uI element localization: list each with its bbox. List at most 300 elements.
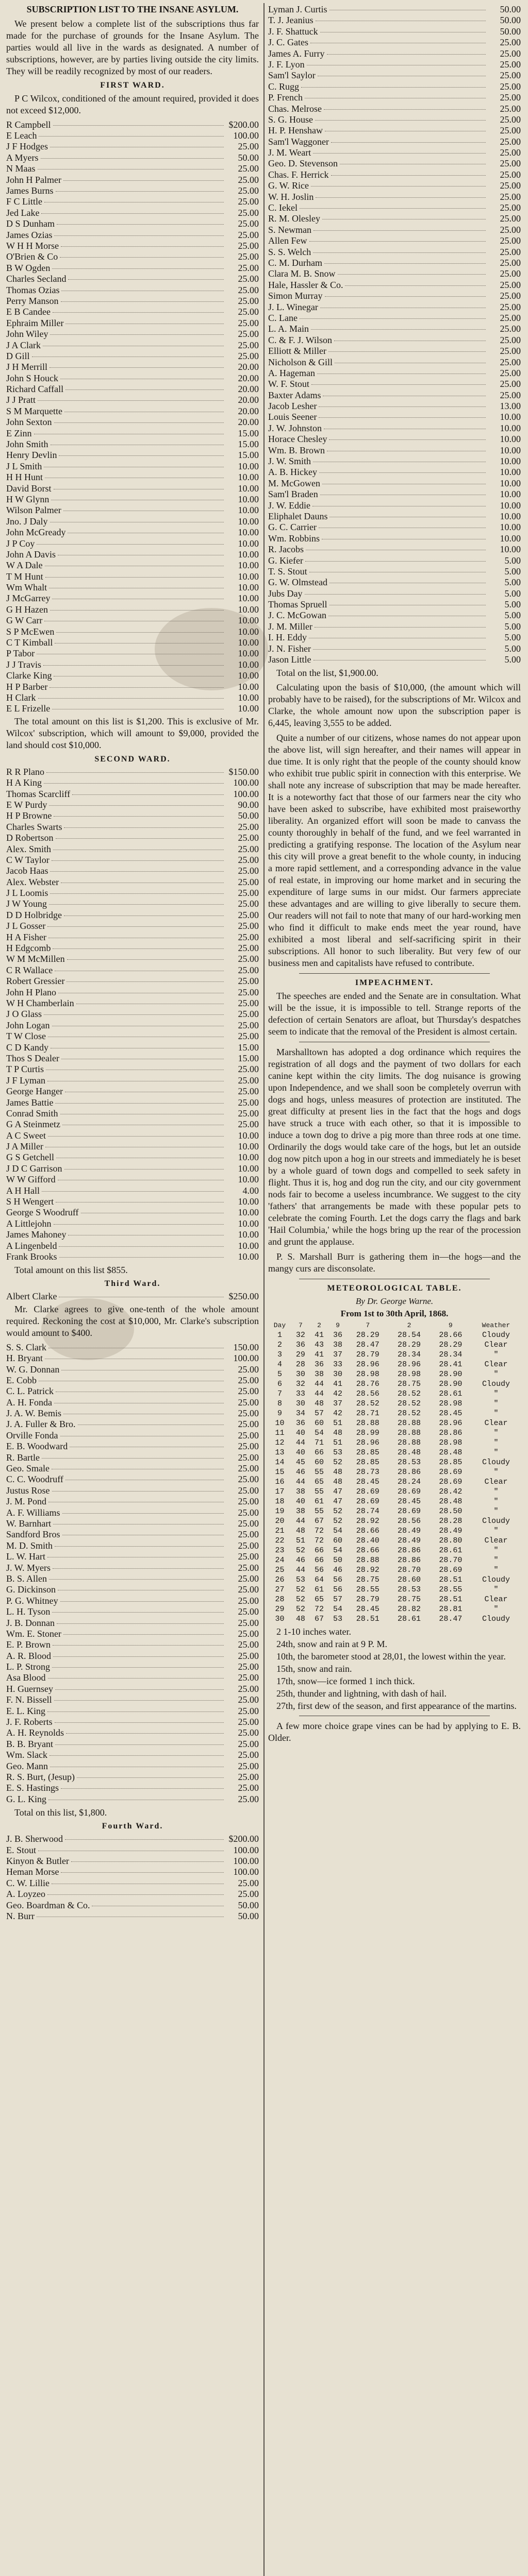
list-item bbox=[6, 1251, 259, 1262]
list-item bbox=[6, 130, 259, 141]
table-row bbox=[268, 1350, 521, 1360]
subscription-amount: 25.00 bbox=[238, 1507, 259, 1518]
table-cell: 3 bbox=[277, 1350, 282, 1360]
table-cell: 60 bbox=[314, 1458, 324, 1467]
list-item bbox=[268, 158, 521, 169]
table-cell: 28.74 bbox=[356, 1507, 380, 1516]
subscription-amount: 25.00 bbox=[500, 48, 521, 59]
subscriber-name: J. W. Myers bbox=[6, 1562, 51, 1573]
table-cell: 71 bbox=[314, 1438, 324, 1448]
list-item bbox=[268, 357, 521, 368]
subscriber-name: Orville Fonda bbox=[6, 1430, 58, 1440]
first-ward-total: The total amount on this list is $1,200. This is exclusive of Mr. Wilcox' subscription, which will amount to $9,000, provided the land should cost $10,000. bbox=[6, 716, 259, 750]
list-item bbox=[6, 1651, 259, 1662]
subscription-amount: 25.00 bbox=[238, 1474, 259, 1485]
subscription-amount: 50.00 bbox=[500, 15, 521, 26]
table-cell: 14 bbox=[275, 1458, 285, 1467]
wilcox-note: P C Wilcox, conditioned of the amount required, provided it does not exceed $12,000. bbox=[6, 93, 259, 115]
subscription-amount: 10.00 bbox=[238, 692, 259, 703]
table-cell: " bbox=[493, 1566, 499, 1575]
table-cell: 28.52 bbox=[356, 1399, 380, 1409]
subscription-amount: 25.00 bbox=[238, 284, 259, 295]
leader-dots bbox=[311, 384, 486, 385]
subscriber-name: O'Brien & Co bbox=[6, 251, 58, 262]
table-cell: 72 bbox=[314, 1527, 324, 1536]
subscription-amount: 10.00 bbox=[238, 1152, 259, 1163]
list-item bbox=[6, 163, 259, 174]
subscription-amount: 25.00 bbox=[500, 180, 521, 191]
list-item bbox=[6, 998, 259, 1009]
subscriber-name: R Campbell bbox=[6, 119, 51, 130]
subscriber-name: S P McEwen bbox=[6, 626, 55, 637]
subscriber-name: David Borst bbox=[6, 483, 52, 494]
table-cell: 28.96 bbox=[439, 1419, 463, 1428]
table-cell: 47 bbox=[333, 1497, 343, 1506]
subscription-amount: 25.00 bbox=[238, 274, 259, 284]
subscription-amount: 25.00 bbox=[500, 346, 521, 357]
table-cell: 28.81 bbox=[439, 1605, 463, 1614]
list-item bbox=[268, 555, 521, 566]
table-row bbox=[268, 1565, 521, 1575]
subscription-amount: 25.00 bbox=[238, 207, 259, 218]
table-cell: 72 bbox=[314, 1605, 324, 1614]
subscriber-name: Jacob Lesher bbox=[268, 401, 317, 412]
table-cell: 28.88 bbox=[398, 1419, 421, 1428]
subscription-amount: 25.00 bbox=[238, 1727, 259, 1738]
list-item bbox=[268, 324, 521, 334]
leader-dots bbox=[60, 257, 224, 258]
subscription-amount: 25.00 bbox=[500, 235, 521, 246]
list-item bbox=[6, 549, 259, 560]
table-cell: 28.69 bbox=[356, 1497, 380, 1506]
leader-dots bbox=[56, 632, 224, 633]
subscription-amount: 25.00 bbox=[238, 1771, 259, 1782]
subscription-amount: 25.00 bbox=[238, 1717, 259, 1727]
subscription-amount: 25.00 bbox=[238, 1485, 259, 1496]
list-item bbox=[6, 659, 259, 670]
table-cell: 28.50 bbox=[439, 1507, 463, 1516]
subscriber-name: C W Taylor bbox=[6, 854, 50, 865]
subscriber-name: E. Cobb bbox=[6, 1375, 37, 1385]
table-row bbox=[268, 1330, 521, 1340]
subscriber-name: J. C. Gates bbox=[268, 37, 308, 48]
subscriber-name: Elliott & Miller bbox=[268, 346, 326, 357]
list-item bbox=[6, 800, 259, 810]
subscription-amount: 10.00 bbox=[500, 533, 521, 544]
list-item bbox=[6, 767, 259, 777]
list-item bbox=[268, 125, 521, 136]
table-cell: 28.96 bbox=[356, 1360, 380, 1369]
subscription-amount: 10.00 bbox=[500, 445, 521, 455]
table-cell: 28.98 bbox=[439, 1438, 463, 1448]
list-item bbox=[268, 412, 521, 422]
subscription-amount: 10.00 bbox=[238, 1218, 259, 1229]
leader-dots bbox=[37, 544, 224, 545]
subscription-amount: 25.00 bbox=[238, 1672, 259, 1683]
list-item bbox=[6, 1097, 259, 1108]
subscriber-name: G H Hazen bbox=[6, 604, 48, 615]
subscriber-name: John H Plano bbox=[6, 987, 57, 997]
list-item bbox=[6, 296, 259, 307]
table-cell: 36 bbox=[295, 1419, 305, 1428]
table-row bbox=[268, 1575, 521, 1585]
table-cell: 26 bbox=[275, 1575, 285, 1585]
subscription-amount: 25.00 bbox=[500, 125, 521, 136]
list-item bbox=[268, 15, 521, 26]
leader-dots bbox=[324, 263, 486, 264]
subscriber-name: L. H. Tyson bbox=[6, 1606, 51, 1617]
subscriber-name: George Hanger bbox=[6, 1086, 63, 1097]
table-row bbox=[268, 1604, 521, 1614]
subscriber-name: C. L. Patrick bbox=[6, 1386, 54, 1397]
subscription-amount: 25.00 bbox=[238, 185, 259, 196]
list-item bbox=[268, 137, 521, 147]
leader-dots bbox=[49, 904, 224, 905]
table-cell: 28.52 bbox=[398, 1409, 421, 1418]
table-cell: 28.45 bbox=[356, 1478, 380, 1487]
impeachment-heading: IMPEACHMENT. bbox=[355, 978, 434, 988]
subscription-amount: 25.00 bbox=[500, 224, 521, 235]
met-note: 24th, snow and rain at 9 P. M. bbox=[276, 1639, 387, 1650]
subscription-amount: 25.00 bbox=[500, 324, 521, 334]
subscription-amount: 15.00 bbox=[238, 439, 259, 450]
table-cell: 33 bbox=[295, 1389, 305, 1399]
leader-dots bbox=[55, 1546, 224, 1547]
subscription-amount: 10.00 bbox=[238, 604, 259, 615]
table-cell: 28.98 bbox=[439, 1399, 463, 1409]
leader-dots bbox=[52, 860, 224, 861]
table-row bbox=[268, 1448, 521, 1458]
list-item bbox=[6, 538, 259, 549]
subscriber-name: Robert Gressier bbox=[6, 976, 65, 987]
table-cell: 44 bbox=[295, 1438, 305, 1448]
table-cell: 28.88 bbox=[356, 1419, 380, 1428]
subscriber-name: A C Sweet bbox=[6, 1130, 46, 1141]
subscription-amount: 5.00 bbox=[504, 599, 521, 610]
table-cell: 52 bbox=[295, 1595, 305, 1604]
subscriber-name: G. W. Olmstead bbox=[268, 577, 327, 588]
table-cell: 28.69 bbox=[439, 1566, 463, 1575]
subscriber-name: T P Curtis bbox=[6, 1064, 44, 1075]
subscription-amount: 10.00 bbox=[500, 544, 521, 555]
table-cell: 36 bbox=[333, 1331, 343, 1340]
subscription-amount: 15.00 bbox=[238, 428, 259, 438]
subscriber-name: Thomas Spruell bbox=[268, 599, 327, 610]
list-item bbox=[268, 368, 521, 379]
list-item bbox=[6, 516, 259, 527]
table-cell: 33 bbox=[333, 1360, 343, 1369]
subscription-amount: 25.00 bbox=[238, 1441, 259, 1452]
subscription-amount: 25.00 bbox=[238, 1540, 259, 1551]
table-cell: 65 bbox=[314, 1595, 324, 1604]
list-item bbox=[6, 1596, 259, 1606]
leader-dots bbox=[50, 334, 224, 335]
leader-dots bbox=[50, 893, 224, 894]
table-cell: 67 bbox=[314, 1517, 324, 1526]
list-item bbox=[6, 1783, 259, 1793]
subscription-amount: 25.00 bbox=[238, 1662, 259, 1672]
leader-dots bbox=[48, 1678, 224, 1679]
subscription-amount: 25.00 bbox=[238, 943, 259, 954]
subscriber-name: E. S. Hastings bbox=[6, 1783, 59, 1793]
subscriber-name: Charles Swarts bbox=[6, 821, 62, 832]
subscription-amount: 25.00 bbox=[238, 1386, 259, 1397]
table-cell: 30 bbox=[295, 1370, 305, 1379]
subscriber-name: P Tabor bbox=[6, 648, 35, 659]
subscriber-name: C. W. Lillie bbox=[6, 1877, 50, 1888]
table-cell: 44 bbox=[295, 1517, 305, 1526]
table-cell: 28.42 bbox=[439, 1487, 463, 1497]
list-item bbox=[6, 395, 259, 405]
subscription-amount: 25.00 bbox=[238, 1628, 259, 1639]
table-cell: 54 bbox=[314, 1429, 324, 1438]
table-cell: 18 bbox=[275, 1497, 285, 1506]
met-note: 2 1-10 inches water. bbox=[276, 1626, 351, 1637]
table-cell: 66 bbox=[314, 1556, 324, 1565]
list-item bbox=[6, 1584, 259, 1595]
subscriber-name: M. McGowen bbox=[268, 478, 320, 488]
table-cell: 46 bbox=[295, 1468, 305, 1477]
met-notes bbox=[268, 1626, 521, 1711]
list-item bbox=[6, 1772, 259, 1783]
list-item bbox=[268, 533, 521, 544]
table-cell: 21 bbox=[275, 1527, 285, 1536]
subscriber-name: J A Miller bbox=[6, 1141, 44, 1152]
leader-dots bbox=[61, 246, 224, 247]
list-item bbox=[268, 114, 521, 125]
leader-dots bbox=[54, 816, 224, 817]
list-item bbox=[6, 703, 259, 714]
subscriber-name: Lyman J. Curtis bbox=[268, 4, 327, 14]
list-item bbox=[6, 910, 259, 921]
subscriber-name: A. B. Hickey bbox=[268, 467, 317, 478]
subscriber-name: George S Woodruff bbox=[6, 1207, 79, 1218]
leader-dots bbox=[52, 1667, 224, 1668]
table-cell: 28.75 bbox=[398, 1380, 421, 1389]
table-cell: " bbox=[493, 1487, 499, 1497]
first-ward-heading: FIRST WARD. bbox=[100, 80, 165, 90]
list-item bbox=[6, 384, 259, 395]
subscriber-name: J McGarrey bbox=[6, 593, 51, 604]
subscription-amount: 25.00 bbox=[500, 257, 521, 268]
table-cell: Clear bbox=[484, 1419, 508, 1428]
subscription-amount: 10.00 bbox=[238, 527, 259, 538]
subscription-amount: 15.00 bbox=[238, 450, 259, 461]
calculation-paragraph: Calculating upon the basis of $10,000, (the amount which will probably have to be raised), for the subscriptions of Mr. Wilcox and Clarke, the whole amount now upon the subscription paper is 6,445, leaving 3,555 to be added. bbox=[268, 682, 521, 728]
table-cell: 28.34 bbox=[439, 1350, 463, 1360]
list-item bbox=[6, 1408, 259, 1419]
table-cell: 48 bbox=[314, 1399, 324, 1409]
list-item bbox=[268, 48, 521, 59]
subscription-amount: 25.00 bbox=[238, 350, 259, 361]
table-cell: 28.86 bbox=[398, 1546, 421, 1555]
leader-dots bbox=[48, 1136, 224, 1137]
subscription-amount: 15.00 bbox=[238, 1042, 259, 1053]
subscriber-name: J. M. Miller bbox=[268, 621, 313, 632]
table-cell: 20 bbox=[275, 1517, 285, 1526]
subscriber-name: J A Clark bbox=[6, 340, 41, 350]
subscriber-name: James Battie bbox=[6, 1097, 54, 1108]
table-cell: " bbox=[493, 1605, 499, 1614]
list-item bbox=[268, 280, 521, 291]
leader-dots bbox=[59, 1246, 224, 1247]
leader-dots bbox=[43, 665, 224, 666]
table-cell: 45 bbox=[295, 1458, 305, 1467]
leader-dots bbox=[56, 838, 224, 839]
subscription-amount: 25.00 bbox=[238, 307, 259, 317]
subscription-amount: 25.00 bbox=[500, 246, 521, 257]
list-item bbox=[6, 571, 259, 582]
leader-dots bbox=[50, 687, 224, 688]
subscriber-name: B. B. Bryant bbox=[6, 1738, 54, 1749]
list-item bbox=[268, 291, 521, 301]
leader-dots bbox=[50, 871, 224, 872]
subscription-amount: 25.00 bbox=[238, 1783, 259, 1793]
list-item bbox=[6, 263, 259, 274]
list-item bbox=[6, 450, 259, 461]
table-row bbox=[268, 1497, 521, 1506]
subscriber-name: Sam'l Saylor bbox=[268, 70, 316, 81]
table-cell: " bbox=[493, 1497, 499, 1506]
subscription-amount: 10.00 bbox=[238, 615, 259, 626]
subscription-amount: 25.00 bbox=[238, 1086, 259, 1097]
subscriber-name: Kinyon & Butler bbox=[6, 1855, 69, 1866]
subscriber-name: J. F. Lyon bbox=[268, 59, 305, 70]
leader-dots bbox=[53, 1656, 224, 1657]
table-cell: 53 bbox=[333, 1448, 343, 1458]
table-cell: 41 bbox=[333, 1380, 343, 1389]
list-item bbox=[6, 439, 259, 450]
column-header: Day bbox=[273, 1321, 286, 1330]
meteorological-table bbox=[268, 1320, 521, 1624]
table-row bbox=[268, 1487, 521, 1497]
list-item bbox=[6, 1086, 259, 1097]
table-row bbox=[268, 1399, 521, 1409]
table-cell: 28.96 bbox=[398, 1360, 421, 1369]
list-item bbox=[6, 637, 259, 648]
subscriber-name: Sam'l Braden bbox=[268, 489, 318, 500]
list-item bbox=[6, 1639, 259, 1650]
subscriber-name: Sandford Bros bbox=[6, 1529, 60, 1540]
table-cell: 28.51 bbox=[439, 1595, 463, 1604]
leader-dots bbox=[53, 1645, 224, 1646]
subscription-amount: 25.00 bbox=[238, 1694, 259, 1705]
table-cell: 28.40 bbox=[356, 1536, 380, 1546]
subscriber-name: Perry Manson bbox=[6, 295, 59, 306]
subscriber-name: H P Barber bbox=[6, 681, 48, 692]
leader-dots bbox=[313, 153, 486, 154]
subscription-amount: 25.00 bbox=[238, 854, 259, 865]
table-cell: Cloudy bbox=[482, 1458, 510, 1467]
list-item bbox=[6, 777, 259, 788]
fourth-ward-heading: Fourth Ward. bbox=[102, 1822, 163, 1831]
table-cell: 41 bbox=[314, 1331, 324, 1340]
subscription-amount: 10.00 bbox=[238, 1130, 259, 1141]
leader-dots bbox=[47, 926, 224, 927]
subscription-amount: 25.00 bbox=[500, 268, 521, 279]
list-item bbox=[6, 1694, 259, 1705]
table-cell: 46 bbox=[295, 1556, 305, 1565]
column-header: 2 bbox=[317, 1321, 321, 1330]
table-cell: 28.61 bbox=[439, 1389, 463, 1399]
table-cell: 42 bbox=[333, 1389, 343, 1399]
subscriber-name: W. H. Joslin bbox=[268, 191, 314, 202]
subscription-amount: 25.00 bbox=[238, 964, 259, 975]
subscriber-name: Charles Secland bbox=[6, 274, 67, 284]
subscriber-name: R. Bartle bbox=[6, 1452, 40, 1463]
table-cell: 56 bbox=[314, 1566, 324, 1575]
table-cell: 7 bbox=[277, 1389, 282, 1399]
subscriber-name: Jason Little bbox=[268, 654, 311, 665]
table-cell: 28.69 bbox=[398, 1487, 421, 1497]
subscriber-name: N. Burr bbox=[6, 1910, 35, 1921]
leader-dots bbox=[77, 1777, 224, 1778]
table-cell: 43 bbox=[314, 1341, 324, 1350]
subscriber-name: J F Lyman bbox=[6, 1075, 46, 1086]
subscriber-name: J J Travis bbox=[6, 659, 42, 670]
list-item bbox=[6, 251, 259, 262]
leader-dots bbox=[53, 948, 224, 949]
subscriber-name: J D C Garrison bbox=[6, 1163, 62, 1174]
subscriber-name: H. Bryant bbox=[6, 1353, 43, 1364]
subscription-amount: 25.00 bbox=[238, 931, 259, 942]
subscriber-name: Clarke King bbox=[6, 670, 52, 681]
list-item bbox=[268, 170, 521, 180]
list-item bbox=[6, 1108, 259, 1119]
list-item bbox=[6, 185, 259, 196]
subscriber-name: Jno. J Daly bbox=[6, 516, 48, 527]
table-cell: 54 bbox=[333, 1546, 343, 1555]
table-cell: 48 bbox=[295, 1615, 305, 1624]
subscriber-name: S. S. Welch bbox=[268, 246, 311, 257]
list-item bbox=[6, 1706, 259, 1717]
subscriber-name: Clara M. B. Snow bbox=[268, 268, 336, 279]
list-item bbox=[268, 26, 521, 37]
leader-dots bbox=[46, 772, 224, 773]
table-cell: 28.75 bbox=[398, 1595, 421, 1604]
list-item bbox=[268, 104, 521, 114]
subscription-amount: 10.00 bbox=[238, 1163, 259, 1174]
first-ward-list bbox=[6, 120, 259, 715]
list-item bbox=[6, 1878, 259, 1889]
leader-dots bbox=[56, 191, 224, 192]
list-item bbox=[6, 1397, 259, 1408]
leader-dots bbox=[53, 312, 224, 313]
subscription-amount: 100.00 bbox=[233, 1353, 259, 1364]
table-cell: 29 bbox=[295, 1350, 305, 1360]
subscription-amount: 100.00 bbox=[233, 1844, 259, 1855]
subscription-amount: 25.00 bbox=[238, 888, 259, 899]
list-item bbox=[6, 965, 259, 976]
leader-dots bbox=[65, 389, 224, 390]
table-cell: 54 bbox=[333, 1605, 343, 1614]
table-cell: 56 bbox=[333, 1575, 343, 1585]
table-row bbox=[268, 1555, 521, 1565]
subscription-amount: 25.00 bbox=[238, 899, 259, 909]
table-cell: 48 bbox=[333, 1478, 343, 1487]
subscription-amount: 4.00 bbox=[242, 1185, 259, 1196]
leader-dots bbox=[50, 367, 224, 368]
table-cell: 44 bbox=[314, 1389, 324, 1399]
column-header: 7 bbox=[299, 1321, 303, 1330]
list-item bbox=[268, 544, 521, 555]
table-cell: 5 bbox=[277, 1370, 282, 1379]
subscription-amount: 10.00 bbox=[238, 505, 259, 516]
subscription-amount: $150.00 bbox=[228, 766, 259, 777]
second-ward-total: Total amount on this list $855. bbox=[14, 1265, 128, 1276]
subscriber-name: J. W. Johnston bbox=[268, 422, 322, 433]
table-cell: 28.45 bbox=[356, 1605, 380, 1614]
